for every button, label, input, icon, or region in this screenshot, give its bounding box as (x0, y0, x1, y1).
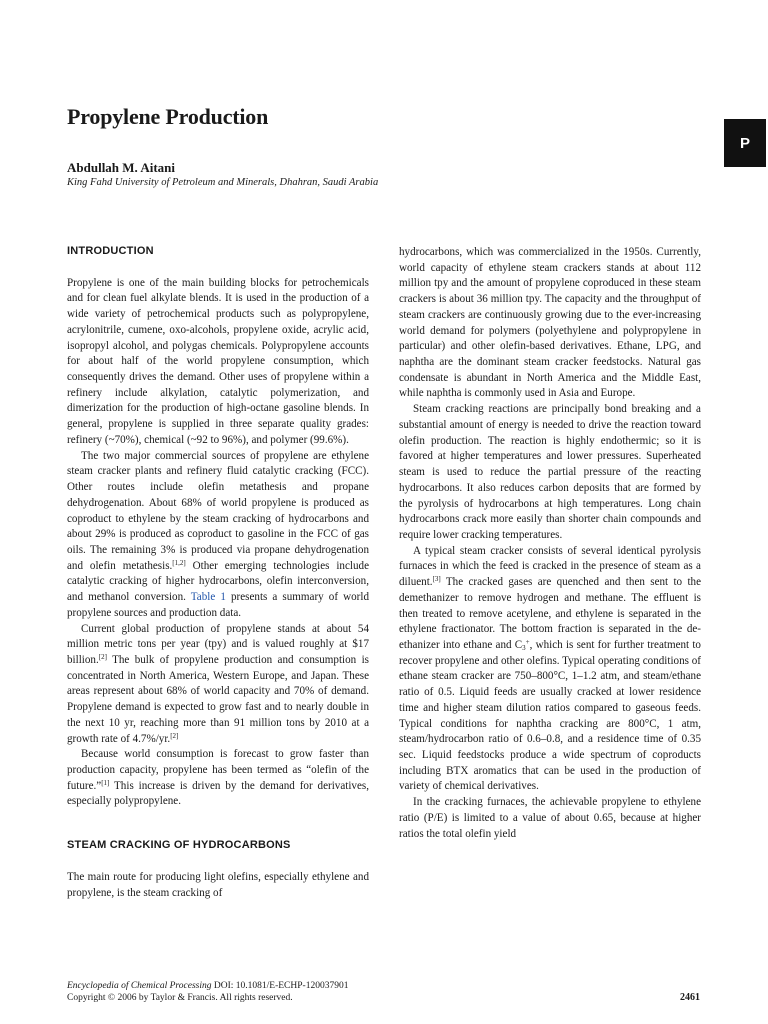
intro-paragraph-1: Propylene is one of the main building blocks for petrochemicals and for clean fuel alkylate blends. It is used in the production of a wide variety of petrochemical products such as polypropylene, acrylonitrile, cumene, oxo-alcohols, propylene oxide, acrylic acid, isopropyl alcohol, and polygas chemicals. Polypropylene accounts for about half of the world propylene consumption, which consequently drives the demand. Other uses of propylene within a refinery include alkylation, catalytic polymerization, and dimerization for the production of high-octane gasoline blends. In general, propylene is supplied in three separate quality grades: refinery (~70%), chemical (~92 to 96%), and polymer (99.6%). (67, 276, 369, 446)
encyclopedia-name: Encyclopedia of Chemical Processing (67, 981, 212, 991)
steam-cracking-heading: STEAM CRACKING OF HYDROCARBONS (67, 839, 291, 852)
steam-paragraph-1: The main route for producing light olefins, especially ethylene and propylene, is the steam cracking of (67, 870, 369, 899)
steam-paragraph-1-continued: hydrocarbons, which was commercialized in the 1950s. Currently, world capacity of ethylene steam crackers stands at about 112 million tpy and the amount of propylene coproduced in these steam crackers is about 36 million tpy. The capacity and the throughput of steam crackers are continuously growing due to the ever-increasing world demand for polymers (polyethylene and polypropylene in particular) and other olefin-based derivatives. Ethane, LPG, and naphtha are the dominant steam cracker feedstocks. Natural gas condensate is abundant in North America and the Middle East, while naphtha is commonly used in Asia and Europe. (399, 246, 701, 400)
steam-paragraph-2: Steam cracking reactions are principally bond breaking and a substantial amount of energy is needed to drive the reaction toward olefin production. The reaction is highly endothermic; so it is favored at higher temperatures and lower pressures. Superheated steam is used to reduce the partial pressure of the reacting hydrocarbons. It also reduces carbon deposits that are formed by the pyrolysis of hydrocarbons at high temperatures. Long chain hydrocarbons crack more easily than shorter chain compounds and require lower cracking temperatures. (399, 403, 701, 541)
page-footer (67, 980, 348, 1004)
doi: DOI: 10.1081/E-ECHP-120037901 (211, 981, 349, 991)
steam-paragraph-4: In the cracking furnaces, the achievable propylene to ethylene ratio (P/E) is limited to a value of about 0.65, because at higher ratios the total olefin yield (399, 796, 701, 840)
citation[interactable]: [1] (101, 778, 110, 787)
introduction-heading: INTRODUCTION (67, 245, 154, 257)
left-column (67, 244, 369, 901)
article-title: Propylene Production (67, 104, 269, 129)
citation[interactable]: [3] (432, 575, 441, 584)
citation[interactable]: [2] (170, 731, 179, 740)
section-letter-tab: P (724, 119, 766, 167)
intro-paragraph-3: Current global production of propylene stands at about 54 million metric tons per year (tpy) and is valued roughly at $17 billion.[2] The bulk of propylene production and consumption is concentrated in North America, Western Europe, and Japan. These areas represent about 68% of world capacity and 70% of demand. Propylene demand is expected to grow fast and to nearly double in the next 10 yr, reaching more than 91 million tons by 2010 at a growth rate of 4.7%/yr.[2] (67, 622, 369, 745)
table-1-link[interactable]: Table 1 (190, 591, 226, 604)
copyright-notice: Copyright © 2006 by Taylor & Francis. All rights reserved. (67, 993, 293, 1003)
intro-paragraph-2: The two major commercial sources of propylene are ethylene steam cracker plants and refinery fluid catalytic cracking (FCC). Other routes include olefin metathesis and propane dehydrogenation. About 68% of world propylene is produced as coproduct to ethylene by the steam cracking of hydrocarbons and about 29% is produced as coproduct to gasoline in the FCC of gas oils. The remaining 3% is produced via propane dehydrogenation and olefin metathesis.[1,2] Other emerging technologies include catalytic cracking of higher hydrocarbons, olefin interconversion, and methanol conversion. Table 1 presents a summary of world propylene sources and production data. (67, 449, 369, 619)
citation[interactable]: [1,2] (172, 558, 186, 567)
intro-paragraph-4: Because world consumption is forecast to grow faster than production capacity, propylene has been termed as “olefin of the future.”[1] This increase is driven by the demand for derivatives, especially polypropylene. (67, 748, 369, 808)
author-name: Abdullah M. Aitani (67, 160, 176, 175)
citation[interactable]: [2] (98, 652, 107, 661)
right-column (399, 245, 701, 842)
steam-paragraph-3: A typical steam cracker consists of several identical pyrolysis furnaces in which the feed is cracked in the presence of steam as a diluent.[3] The cracked gases are quenched and then sent to the demethanizer to remove hydrogen and methane. The effluent is then treated to remove acetylene, and ethylene is separated in the ethylene fractionator. The bottom fraction is separated in the de-ethanizer into ethane and $C_3^+$, which is sent for further treatment to recover propylene and other olefins. Typical operating conditions of ethane steam cracker are 750–800°C, 1–1.2 atm, and steam/ethane ratio of 0.5. Liquid feeds are usually cracked at lower residence time and higher steam dilution ratios compared to gaseous feeds. Typical conditions for naphtha cracking are 800°C, 1 atm, steam/hydrocarbon ratio of 0.6–0.8, and a residence time of 0.35 sec. Liquid feedstocks produce a wide spectrum of coproducts including BTX aromatics that can be used in the production of variety of chemical derivatives. (399, 544, 701, 793)
page-number: 2461 (680, 992, 700, 1003)
author-affiliation: King Fahd University of Petroleum and Minerals, Dhahran, Saudi Arabia (67, 177, 379, 188)
